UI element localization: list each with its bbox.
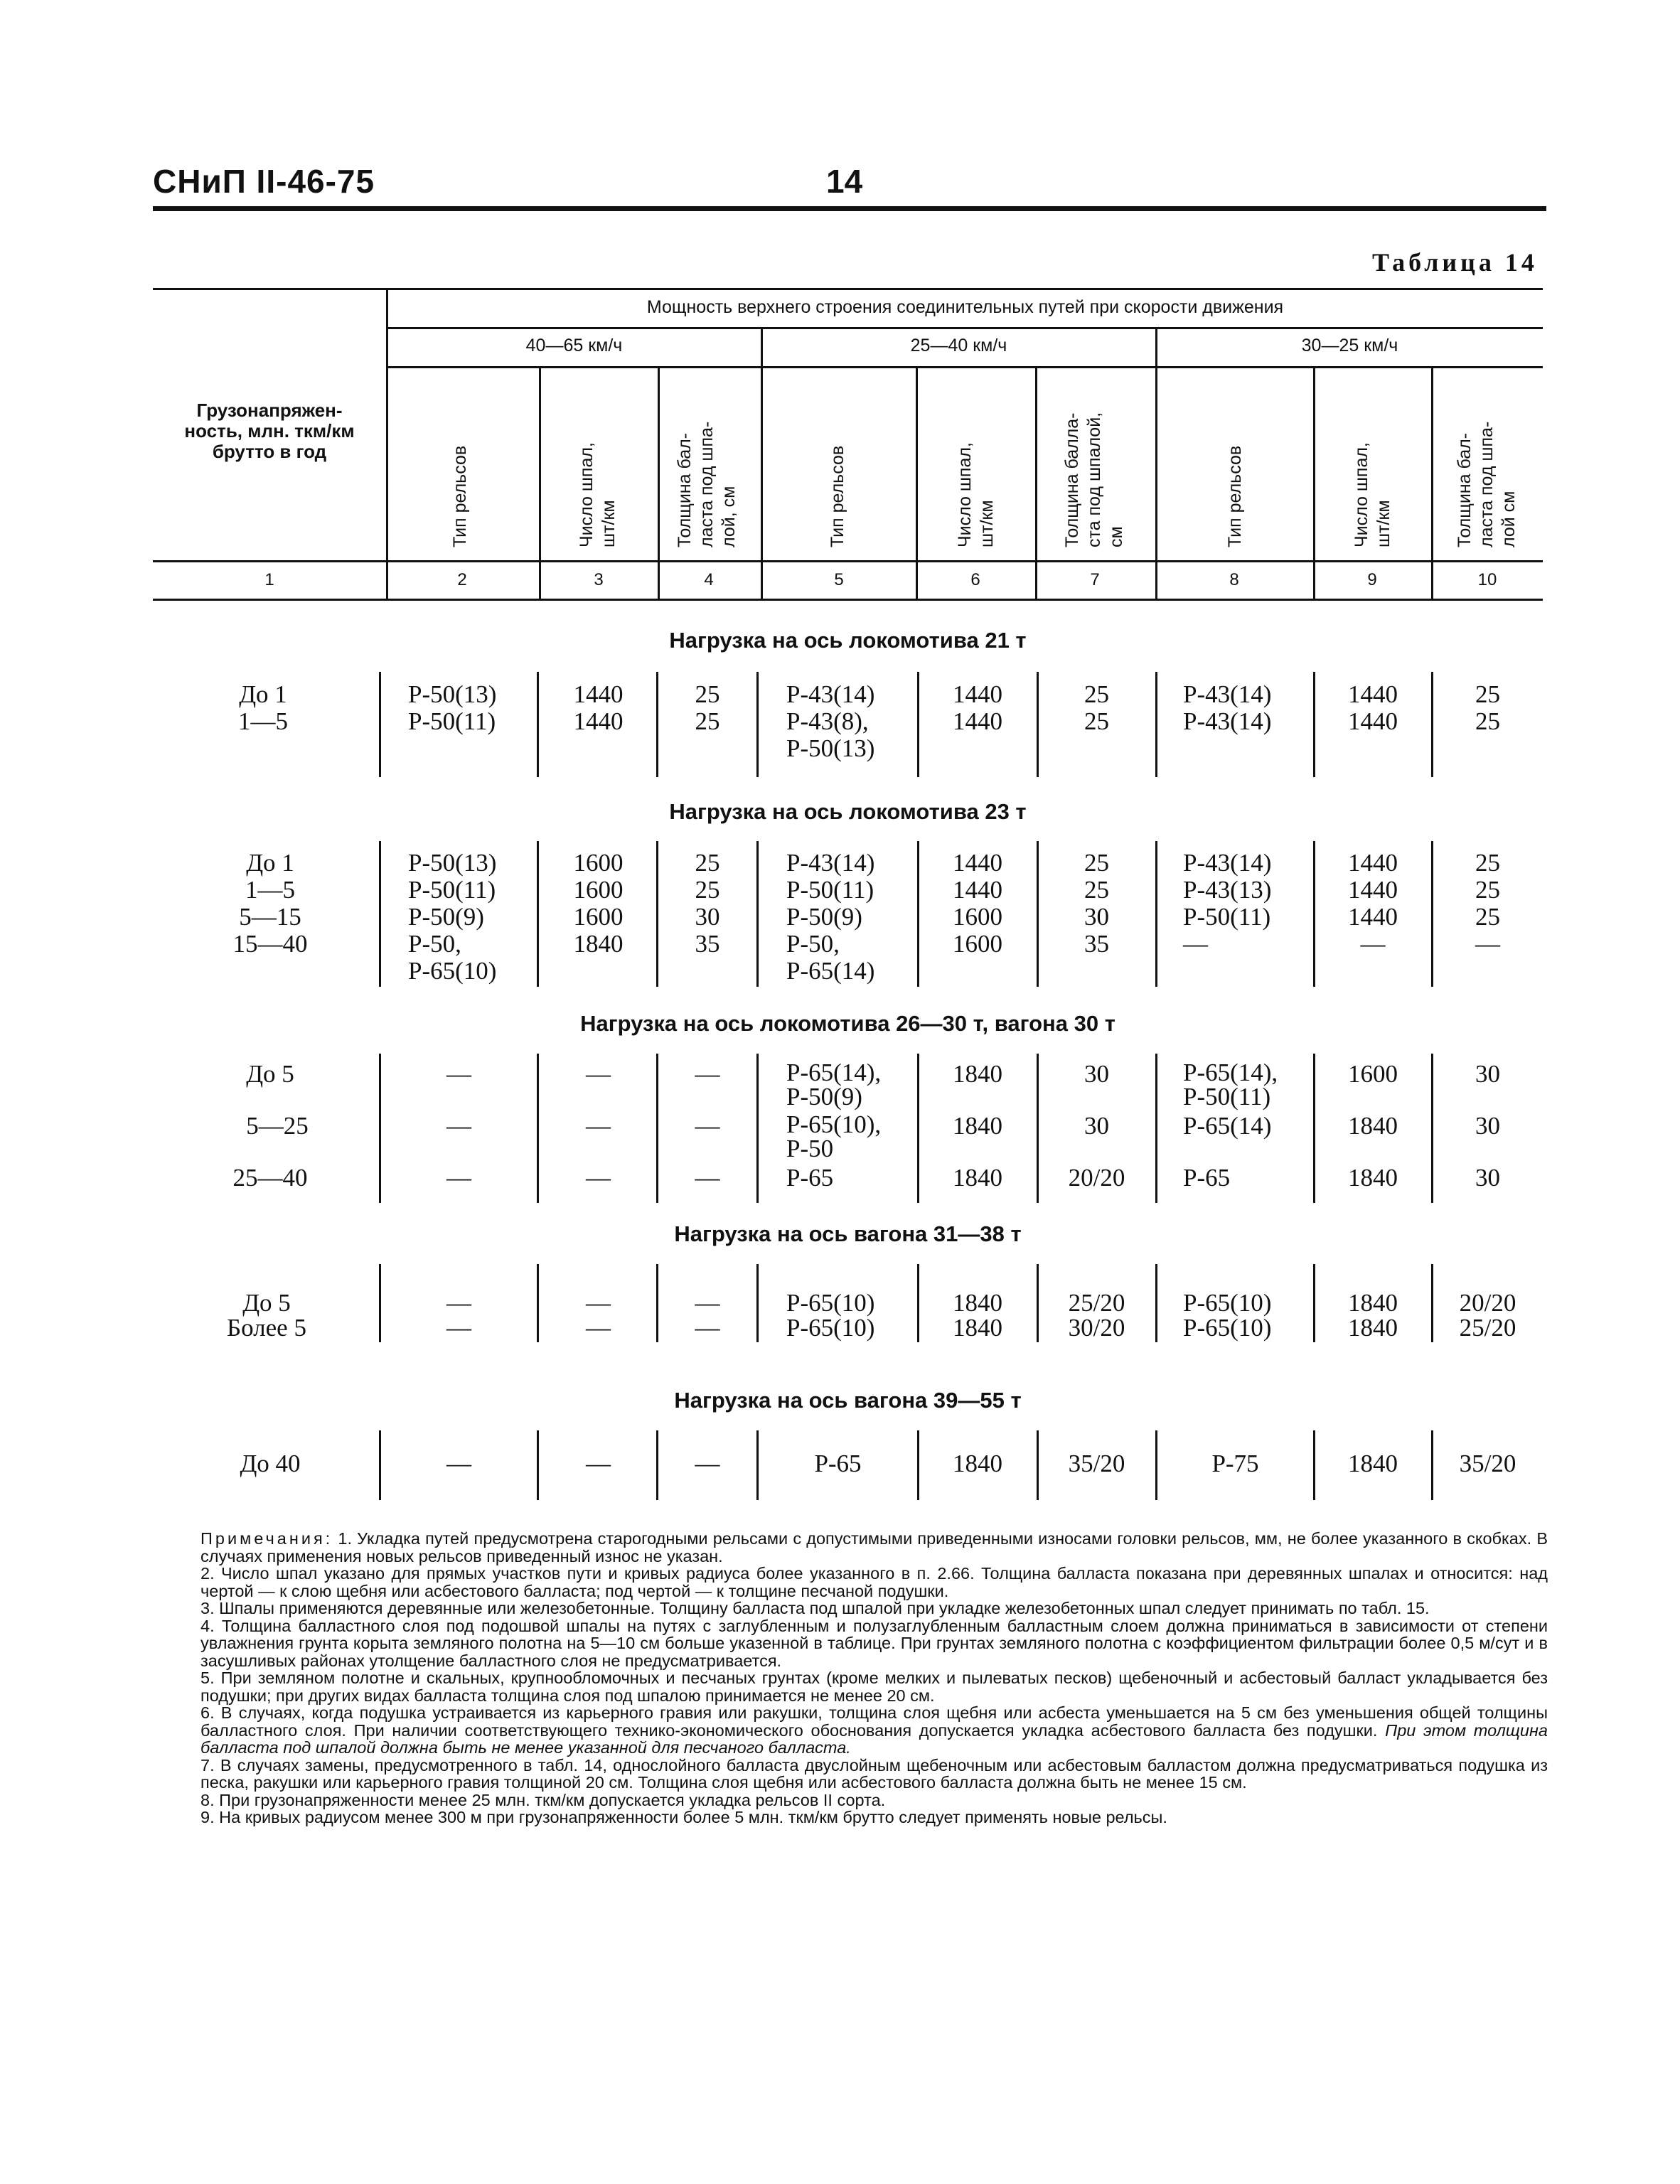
- cell-sleepers: 1840: [1348, 1450, 1398, 1477]
- cell-sleepers: —: [586, 1450, 611, 1477]
- note-9: 9. На кривых радиусом менее 300 м при грузонапряженности более 5 млн. ткм/км брутто следует применять новые рельсы.: [200, 1808, 1167, 1826]
- cell-sleepers: 1440 1440 1600 1600: [953, 849, 1002, 958]
- note-4: 4. Толщина балластного слоя под подошвой шпалы на путях с заглубленным и полузаглубленным балластным слоем должна приниматься в зависимости от степени увлажнения грунта корыта земляного полотна на 5—10 см больше указенной в таблице. При грунтах земляного полотна с коэффициентом фильтрации более 0,5 м/сут и в засушливых районах утолщение балластного слоя не предусматривается.: [200, 1616, 1548, 1670]
- section-col-sep: [537, 1054, 539, 1203]
- col-header-7: Толщина балла- ста под шпалой, см: [1062, 412, 1126, 547]
- header-col-sep: [761, 327, 763, 599]
- cell-rail-type: —: [446, 1112, 471, 1140]
- col-header-4: Толщина бал- ласта под шпа- лой, см: [675, 421, 739, 547]
- section-title: Нагрузка на ось вагона 31—38 т: [674, 1221, 1022, 1246]
- col-header-2: Тип рельсов: [450, 445, 470, 547]
- cell-load: До 5 Более 5: [227, 1289, 306, 1342]
- section-col-sep: [537, 841, 539, 987]
- cell-rail-type: Р-75: [1211, 1450, 1259, 1477]
- note-6-text: 6. В случаях, когда подушка устраивается из карьерного гравия или ракушки, толщина слоя щебня или асбеста уменьшается на 5 см без уменьшения общей толщины балластного слоя. При наличии соответствующего технико-экономического обоснования допускается укладка асбестового балласта без подушки.: [200, 1703, 1548, 1740]
- section-title: Нагрузка на ось локомотива 23 т: [669, 799, 1027, 824]
- cell-ballast: 30: [1475, 1164, 1500, 1192]
- cell-sleepers: 1440 1440: [573, 680, 624, 735]
- section-col-sep: [1155, 1264, 1157, 1342]
- cell-ballast: —: [695, 1060, 720, 1088]
- section-col-sep: [537, 672, 539, 777]
- cell-rail-type: Р-50(13) Р-50(11) Р-50(9) Р-50, Р-65(10): [408, 849, 497, 985]
- note-1-text: 1. Укладка путей предусмотрена старогодными рельсами с допустимыми приведенными износами головки рельсов, мм, не более указанного в скобках. В случаях применения новых рельсов приведенный износ не указан.: [200, 1529, 1548, 1565]
- col-number: 3: [594, 570, 604, 589]
- note-2: 2. Число шпал указано для прямых участков пути и кривых радиуса более указанного в п. 2.66. Толщина балласта показана при деревянных шпалах и относится: над чертой — к слою щебня или асбестового балласта; под чертой — к толщине песчаной подушки.: [200, 1564, 1548, 1600]
- header-col-sep: [539, 366, 541, 599]
- header-col-sep: [1035, 366, 1037, 599]
- cell-sleepers: 1840: [1348, 1112, 1398, 1140]
- cell-sleepers: 1840: [953, 1112, 1002, 1140]
- cell-ballast: 25 25 25 —: [1475, 849, 1500, 958]
- section-col-sep: [756, 1054, 759, 1203]
- section-col-sep: [379, 672, 381, 777]
- cell-sleepers: 1840: [953, 1450, 1002, 1477]
- note-8: 8. При грузонапряженности менее 25 млн. ткм/км допускается укладка рельсов II сорта.: [200, 1790, 886, 1809]
- document-code: СНиП II-46-75: [153, 163, 375, 200]
- cell-ballast: 30: [1084, 1112, 1109, 1140]
- section-col-sep: [1155, 841, 1157, 987]
- header-col-sep: [1431, 366, 1433, 599]
- col-number: 6: [970, 570, 980, 589]
- header-bottom-rule: [153, 560, 1543, 562]
- cell-rail-type: Р-65: [1183, 1164, 1231, 1192]
- section-title: Нагрузка на ось локомотива 21 т: [669, 628, 1027, 653]
- section-col-sep: [537, 1264, 539, 1342]
- section-col-sep: [379, 841, 381, 987]
- cell-sleepers: —: [586, 1112, 611, 1140]
- col-header-9: Число шпал, шт/км: [1352, 442, 1393, 547]
- cell-load: До 40: [240, 1450, 301, 1477]
- col-number: 9: [1367, 570, 1377, 589]
- section-col-sep: [537, 1430, 539, 1500]
- group-header-2: 25—40 км/ч: [910, 336, 1007, 355]
- group-rule: [387, 366, 1543, 368]
- cell-load: До 1 1—5: [238, 680, 288, 735]
- cell-sleepers: 1600: [1348, 1060, 1398, 1088]
- row-label-header: Грузонапряжен- ность, млн. ткм/км брутто в год: [184, 400, 355, 462]
- cell-sleepers: —: [586, 1060, 611, 1088]
- cell-rail-type: Р-65(14), Р-50(9): [786, 1059, 882, 1110]
- cell-sleepers: 1840 1840: [953, 1289, 1002, 1342]
- cell-rail-type: Р-65(10) Р-65(10): [1183, 1289, 1272, 1342]
- note-7: 7. В случаях замены, предусмотренного в табл. 14, однослойного балласта двуслойным щебеночным или асбестовым балластом должна предусматриваться подушка из песка, ракушки или карьерного гравия толщиной 20 см. Толщина слоя щебня или асбестового балласта должна быть не менее 15 см.: [200, 1755, 1548, 1792]
- col-number: 1: [264, 570, 274, 589]
- cell-rail-type: Р-43(14) Р-43(14): [1183, 680, 1272, 735]
- section-col-sep: [756, 672, 759, 777]
- note-6: [200, 1704, 1548, 1757]
- note-3: 3. Шпалы применяются деревянные или железобетонные. Толщину балласта под шпалой при укладке железобетонных шпал следует принимать по табл. 15.: [200, 1599, 1430, 1617]
- cell-ballast: 25 25: [695, 680, 720, 735]
- cell-rail-type: Р-65(14): [1183, 1112, 1272, 1140]
- cell-load: 25—40: [232, 1164, 308, 1192]
- table-label: Таблица 14: [1372, 248, 1538, 277]
- table-top-rule: [153, 288, 1543, 290]
- cell-ballast: 25 25 30 35: [695, 849, 720, 958]
- header-col-sep: [1313, 366, 1315, 599]
- section-col-sep: [756, 841, 759, 987]
- cell-ballast: 25 25: [1084, 680, 1109, 735]
- group-header-3: 30—25 км/ч: [1301, 336, 1398, 355]
- cell-rail-type: Р-43(14) Р-43(13) Р-50(11) —: [1183, 849, 1272, 958]
- header-col-sep: [1155, 327, 1157, 599]
- section-col-sep: [1155, 672, 1157, 777]
- cell-rail-type: Р-65: [814, 1450, 862, 1477]
- group-header-1: 40—65 км/ч: [525, 336, 623, 355]
- cell-sleepers: —: [586, 1164, 611, 1192]
- col-header-6: Число шпал, шт/км: [955, 442, 997, 547]
- section-title: Нагрузка на ось вагона 39—55 т: [674, 1388, 1022, 1413]
- cell-rail-type: Р-65(14), Р-50(11): [1183, 1059, 1278, 1110]
- cell-ballast: 25 25 30 35: [1084, 849, 1109, 958]
- cell-ballast: 35/20: [1459, 1450, 1516, 1477]
- cell-ballast: 35/20: [1068, 1450, 1125, 1477]
- cell-ballast: 20/20 25/20: [1459, 1289, 1516, 1342]
- header-col-sep: [386, 288, 388, 599]
- cell-rail-type: Р-65: [786, 1164, 834, 1192]
- notes-lead: Примечания:: [200, 1529, 333, 1548]
- cell-ballast: —: [695, 1112, 720, 1140]
- cell-rail-type: —: [446, 1164, 471, 1192]
- cell-load: 5—25: [246, 1112, 309, 1140]
- cell-sleepers: — —: [586, 1289, 611, 1342]
- cell-rail-type: Р-43(14) Р-50(11) Р-50(9) Р-50, Р-65(14): [786, 849, 875, 985]
- col-number: 5: [834, 570, 844, 589]
- cell-load: До 5: [246, 1060, 294, 1088]
- note-1: [200, 1530, 1548, 1565]
- cell-sleepers: 1440 1440 1440 —: [1348, 849, 1398, 958]
- cell-sleepers: 1440 1440: [1348, 680, 1398, 735]
- section-col-sep: [1155, 1054, 1157, 1203]
- cell-ballast: 30: [1475, 1060, 1500, 1088]
- col-header-10: Толщина бал- ласта под шпа- лой см: [1455, 421, 1519, 547]
- cell-rail-type: —: [446, 1450, 471, 1477]
- cell-ballast: 20/20: [1068, 1164, 1125, 1192]
- cell-rail-type: Р-50(13) Р-50(11): [408, 680, 497, 735]
- header-col-sep: [916, 366, 918, 599]
- note-5: 5. При земляном полотне и скальных, крупнообломочных и песчаных грунтах (кроме мелких и пылеватых песков) щебеночный и асбестовый балласт укладывается без подушки; при других видах балласта толщина слоя под шпалою принимается не менее 20 см.: [200, 1669, 1548, 1705]
- cell-rail-type: Р-65(10), Р-50: [786, 1110, 882, 1162]
- cell-sleepers: 1840: [1348, 1164, 1398, 1192]
- cell-sleepers: 1440 1440: [953, 680, 1002, 735]
- cell-rail-type: — —: [446, 1289, 471, 1342]
- col-number: 7: [1090, 570, 1100, 589]
- cell-ballast: — —: [695, 1289, 720, 1342]
- header-rule: [153, 206, 1546, 211]
- cell-ballast: 25/20 30/20: [1068, 1289, 1125, 1342]
- cell-sleepers: 1840: [953, 1164, 1002, 1192]
- col-header-3: Число шпал, шт/км: [577, 442, 619, 547]
- col-number: 2: [457, 570, 467, 589]
- number-row-rule: [153, 599, 1543, 601]
- header-col-sep: [658, 366, 660, 599]
- page-number: 14: [826, 163, 863, 200]
- section-title: Нагрузка на ось локомотива 26—30 т, вагона 30 т: [580, 1011, 1115, 1036]
- main-title-rule: [387, 327, 1543, 329]
- col-header-5: Тип рельсов: [828, 445, 847, 547]
- col-number: 10: [1477, 570, 1497, 589]
- note-6-italic: При этом толщина балласта под шпалой должна быть не менее указанной для песчаного балласта.: [200, 1720, 1548, 1757]
- cell-sleepers: 1840 1840: [1348, 1289, 1398, 1342]
- col-number: 8: [1229, 570, 1239, 589]
- cell-sleepers: 1600 1600 1600 1840: [573, 849, 624, 958]
- notes-block: [200, 1530, 1548, 1826]
- cell-sleepers: 1840: [953, 1060, 1002, 1088]
- cell-rail-type: —: [446, 1060, 471, 1088]
- main-title-header: Мощность верхнего строения соединительных путей при скорости движения: [646, 297, 1284, 317]
- col-number: 4: [704, 570, 714, 589]
- cell-ballast: —: [695, 1450, 720, 1477]
- col-header-8: Тип рельсов: [1225, 445, 1245, 547]
- cell-ballast: 30: [1084, 1060, 1109, 1088]
- cell-rail-type: Р-43(14) Р-43(8), Р-50(13): [786, 680, 875, 762]
- cell-ballast: —: [695, 1164, 720, 1192]
- cell-ballast: 25 25: [1475, 680, 1500, 735]
- cell-load: До 1 1—5 5—15 15—40: [232, 849, 308, 958]
- cell-ballast: 30: [1475, 1112, 1500, 1140]
- cell-rail-type: Р-65(10) Р-65(10): [786, 1289, 875, 1342]
- section-col-sep: [756, 1264, 759, 1342]
